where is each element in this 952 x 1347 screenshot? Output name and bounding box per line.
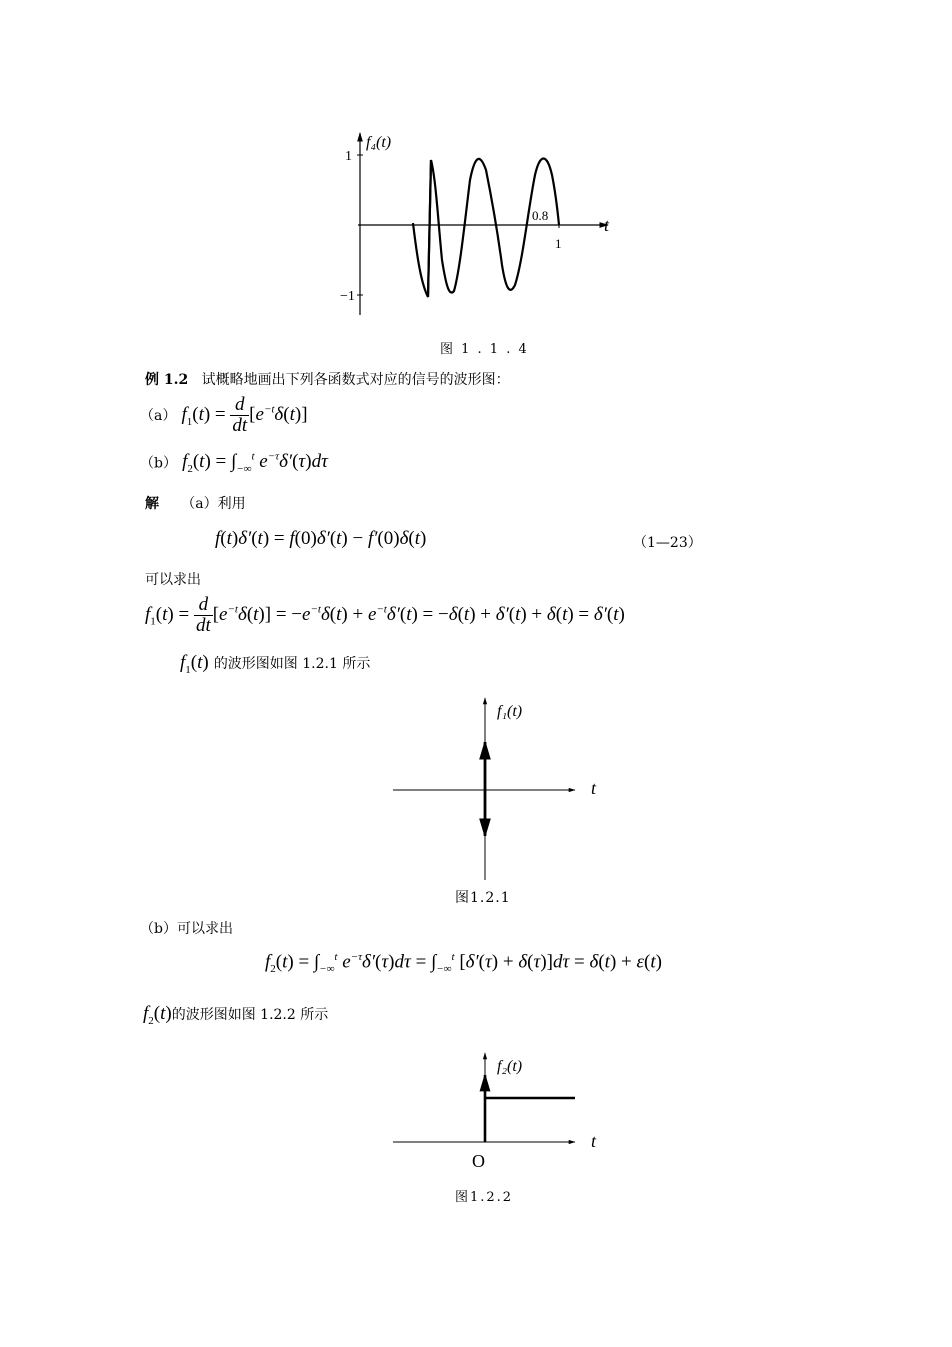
x-axis-label: t — [604, 215, 610, 235]
can-find-text: 可以求出 — [145, 572, 201, 588]
figure-caption-1-1-4: 图 1 . 1 . 4 — [440, 342, 529, 357]
figure-1-1-4 — [330, 125, 630, 325]
f2-symbol: $f_2(t)$ — [143, 1003, 172, 1027]
formula-b: $f_2(t) = \int_{-\infty}^t$ $e^{-\tau}\delta'(\tau)d\tau$ — [182, 451, 328, 476]
ytick-pos: 1 — [345, 149, 352, 164]
y-axis-label: f₂(t) — [497, 1058, 523, 1075]
example-item-a — [140, 395, 308, 436]
equation-number: （1—23） — [633, 535, 702, 551]
formula-f1-result: $f_1(t)$ = $\frac{d}{dt}$ $[e^{-t}\delta(t)] = -e^{-t}\delta(t) + e^{-t}\delta'(t) = -\delta(t) + \delta'(t) + \delta(t) = \delta'(t)$ — [145, 594, 625, 636]
waveform-b-line — [143, 1003, 328, 1027]
figure-1-2-1 — [385, 690, 615, 885]
y-axis-label: f₄(t) — [366, 134, 392, 151]
ytick-neg: −1 — [340, 289, 355, 304]
example-label: 例 1.2 — [145, 372, 189, 388]
item-b-label: （b） — [140, 455, 177, 472]
example-item-b — [140, 451, 328, 475]
item-a-label: （a） — [140, 407, 177, 424]
example-header — [145, 369, 510, 389]
solution-label: 解 — [145, 496, 159, 512]
xtick-1: 1 — [555, 236, 562, 251]
x-axis-label: t — [591, 778, 597, 798]
f4-waveform — [413, 159, 559, 298]
x-axis-label: t — [591, 1131, 597, 1151]
y-axis-label: f₁(t) — [497, 703, 523, 720]
figure-caption-1-2-1: 图1.2.1 — [455, 890, 511, 906]
example-prompt: 试概略地画出下列各函数式对应的信号的波形图： — [201, 372, 510, 388]
waveform-a-line — [180, 652, 370, 676]
f1-symbol: $f_1(t)$ — [180, 652, 209, 676]
figure-caption-1-2-2: 图1.2.2 — [455, 1190, 514, 1205]
formula-f2-result: $f_2(t) = \int_{-\infty}^t$ $e^{-\tau}\delta'(\tau)d\tau = \int_{-\infty}^t$ [δ′(τ) + δ(τ)]dτ = δ(t) + ε(t) — [265, 951, 662, 976]
solution-part-a: （a）利用 — [181, 496, 246, 512]
formula-a: $f_1(t)$ = $\frac{d}{dt}$ $[e^{-t}\delta(t)]$ — [181, 394, 308, 436]
xtick-0-8: 0.8 — [532, 208, 549, 223]
equation-1-23: f(t)δ′(t) = f(0)δ′(t) − f′(0)δ(t) — [215, 528, 427, 549]
origin-label: O — [472, 1151, 485, 1171]
waveform-a-text: 的波形图如图 1.2.1 所示 — [213, 656, 371, 672]
solution-header — [145, 493, 246, 513]
waveform-b-text: 的波形图如图 1.2.2 所示 — [171, 1007, 329, 1023]
figure-1-2-2 — [385, 1045, 615, 1175]
solution-part-b: （b）可以求出 — [140, 921, 233, 937]
